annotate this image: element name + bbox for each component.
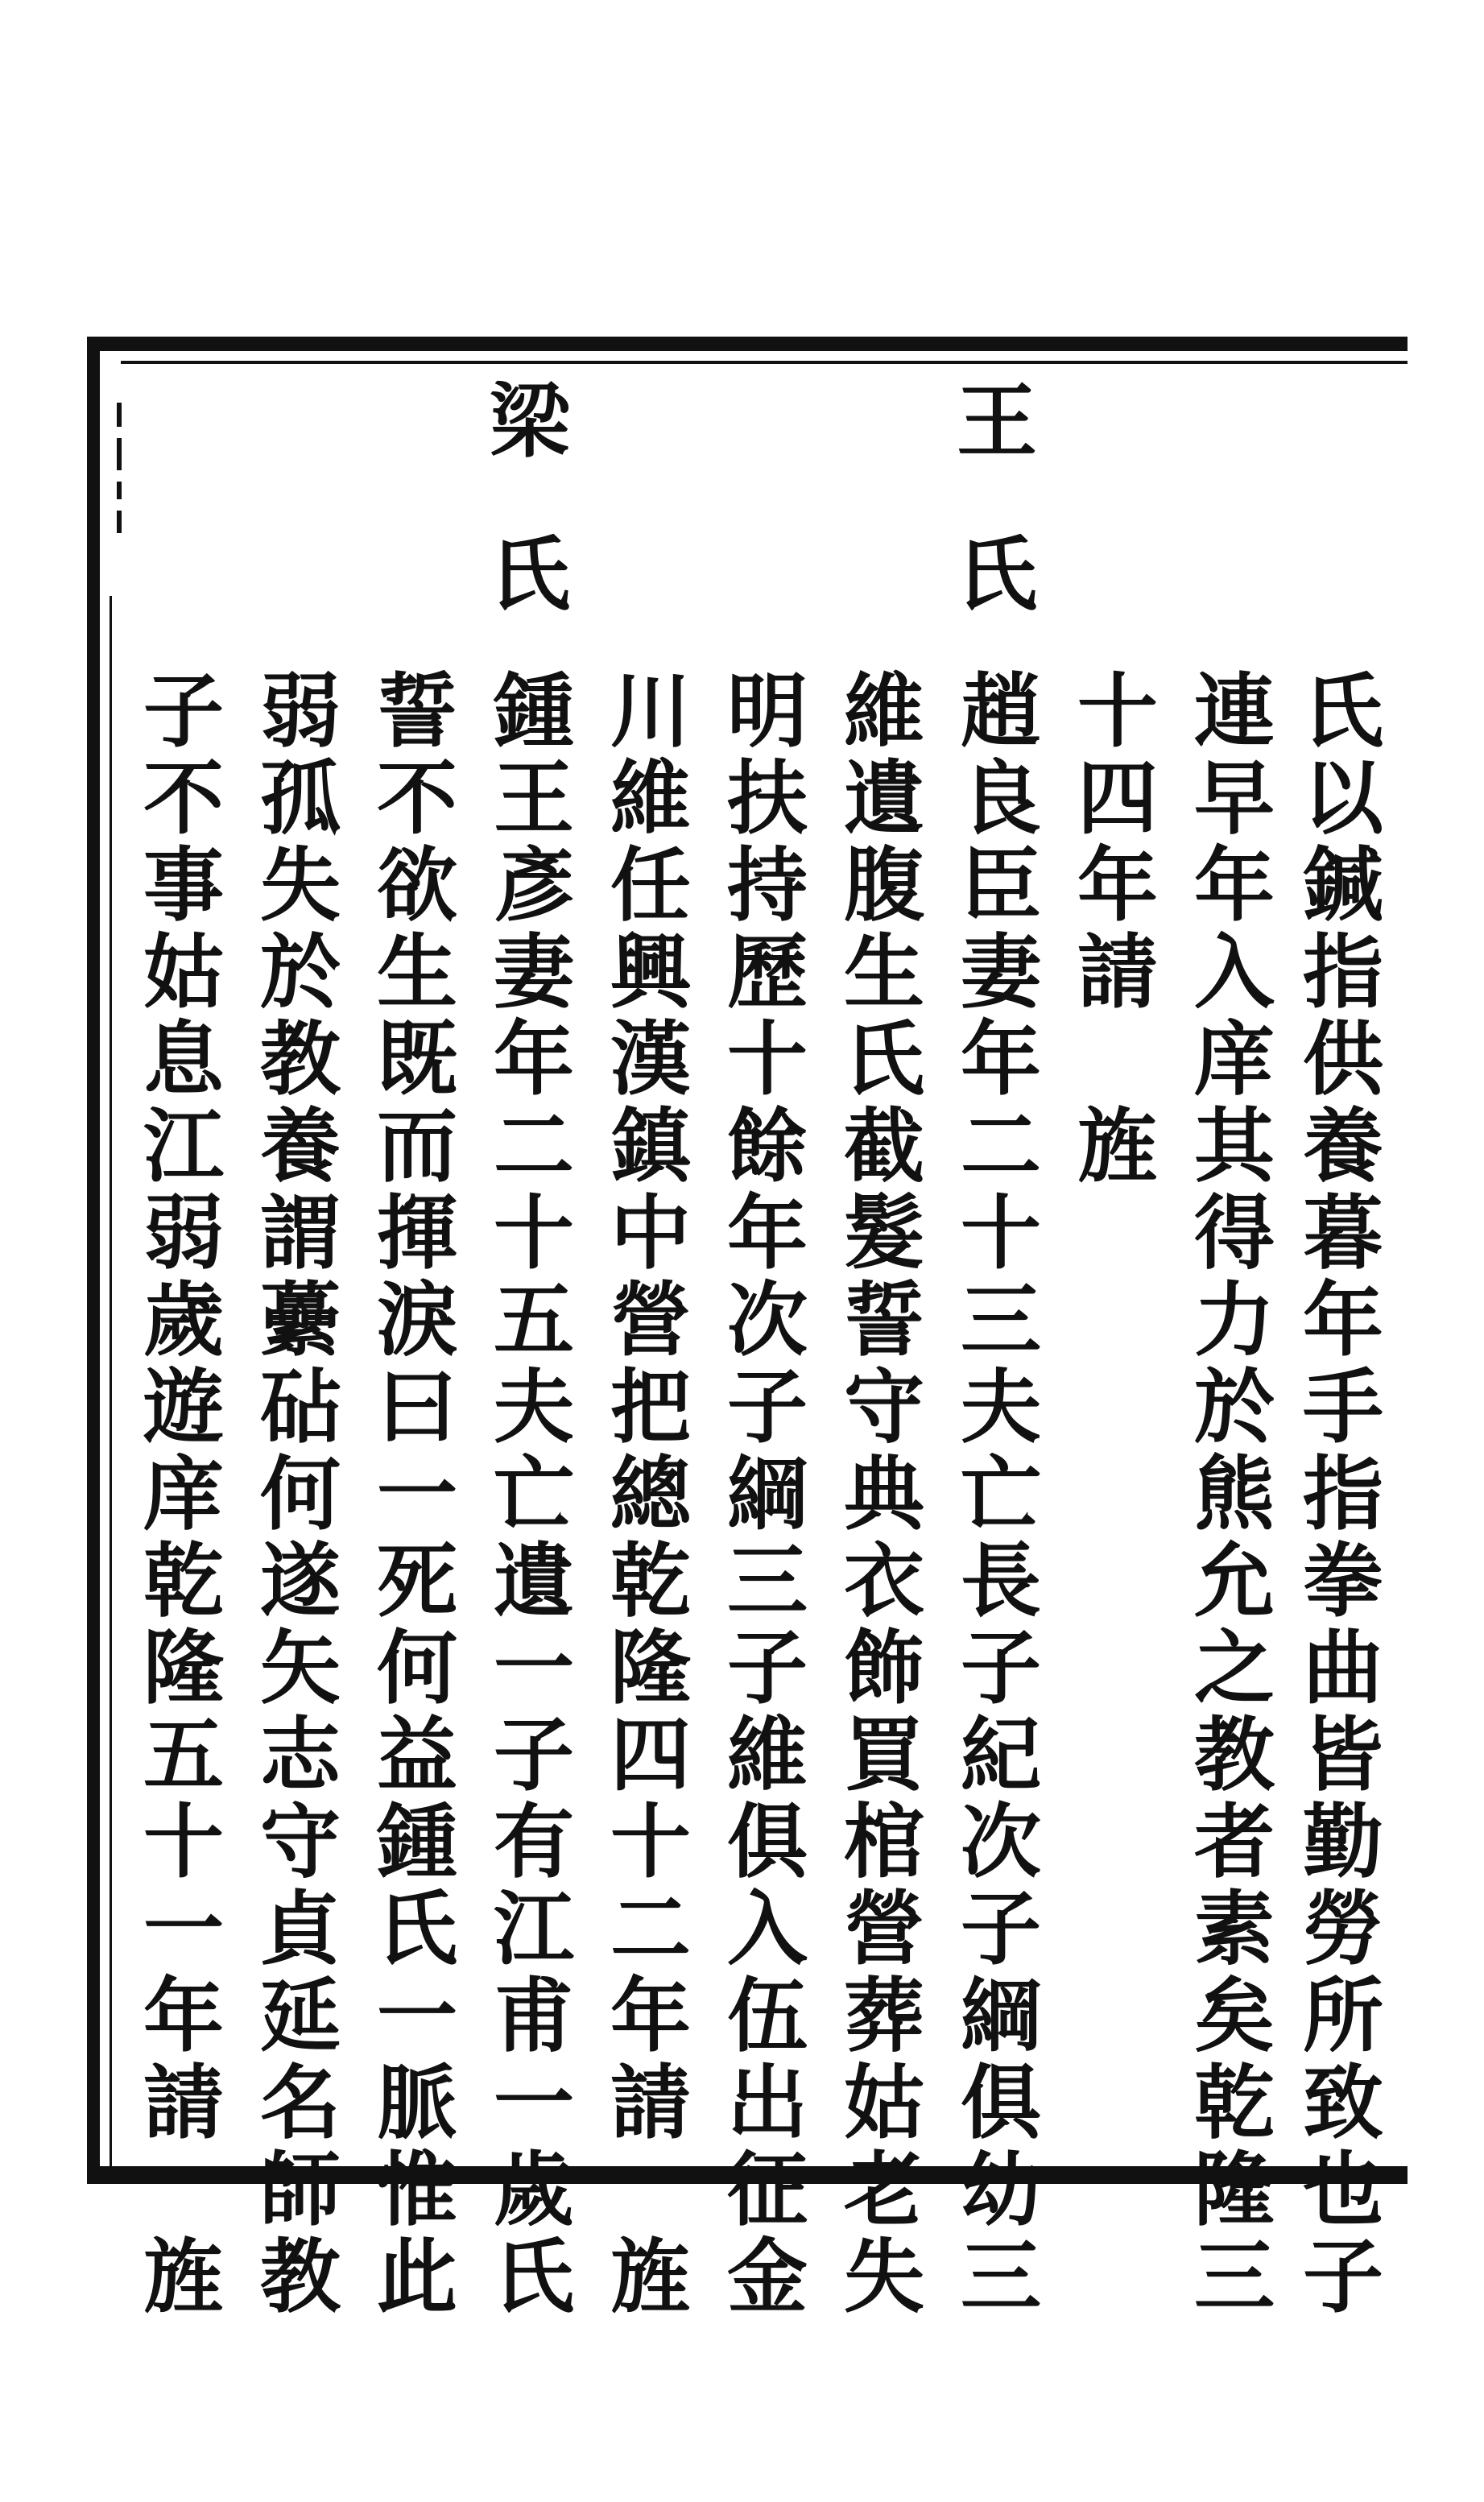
border-top-inner: [121, 361, 1408, 364]
text-column-3: 十四年請 旌: [1064, 668, 1159, 1190]
heading-liang: 梁氏: [476, 378, 571, 684]
border-top: [87, 337, 1408, 351]
text-column-2: 連早年入庠其得力於熊允之教者素矣乾隆三: [1180, 668, 1275, 2321]
text-column-6: 明扶持歷十餘年次子綱三子維俱入伍出征金: [713, 668, 808, 2321]
text-column-7: 川維任興漢鎮中營把總乾隆四十二年請 旌: [597, 668, 692, 2321]
text-column-11: 子不事姑息江弱歲遊庠乾隆五十一年請 旌: [130, 668, 225, 2321]
fishtail-mark: [111, 403, 127, 596]
text-column-8: 鍾王彥妻年二十五夫亡遺一子有江甫一歲氏: [480, 668, 575, 2321]
text-column-10: 弱孤失於教養謂虆砧何遂矢志守貞延名師教: [246, 668, 341, 2321]
border-left: [87, 337, 100, 2184]
text-column-1: 氏以鍼指供養暮年手指拳曲皆勤勞所致也子: [1289, 668, 1384, 2321]
heading-wang: 王氏: [943, 378, 1038, 684]
border-left-inner: [110, 596, 112, 2174]
text-column-9: 誓不欲生既而揮淚曰一死何益鍾氏一脈惟此: [363, 668, 458, 2321]
text-column-4: 趙良臣妻年二十三夫亡長子紀次子綱俱幼三: [947, 668, 1042, 2321]
text-column-5: 維遺腹生氏截髮誓守典衣飾買棺營葬姑老失: [830, 668, 925, 2321]
